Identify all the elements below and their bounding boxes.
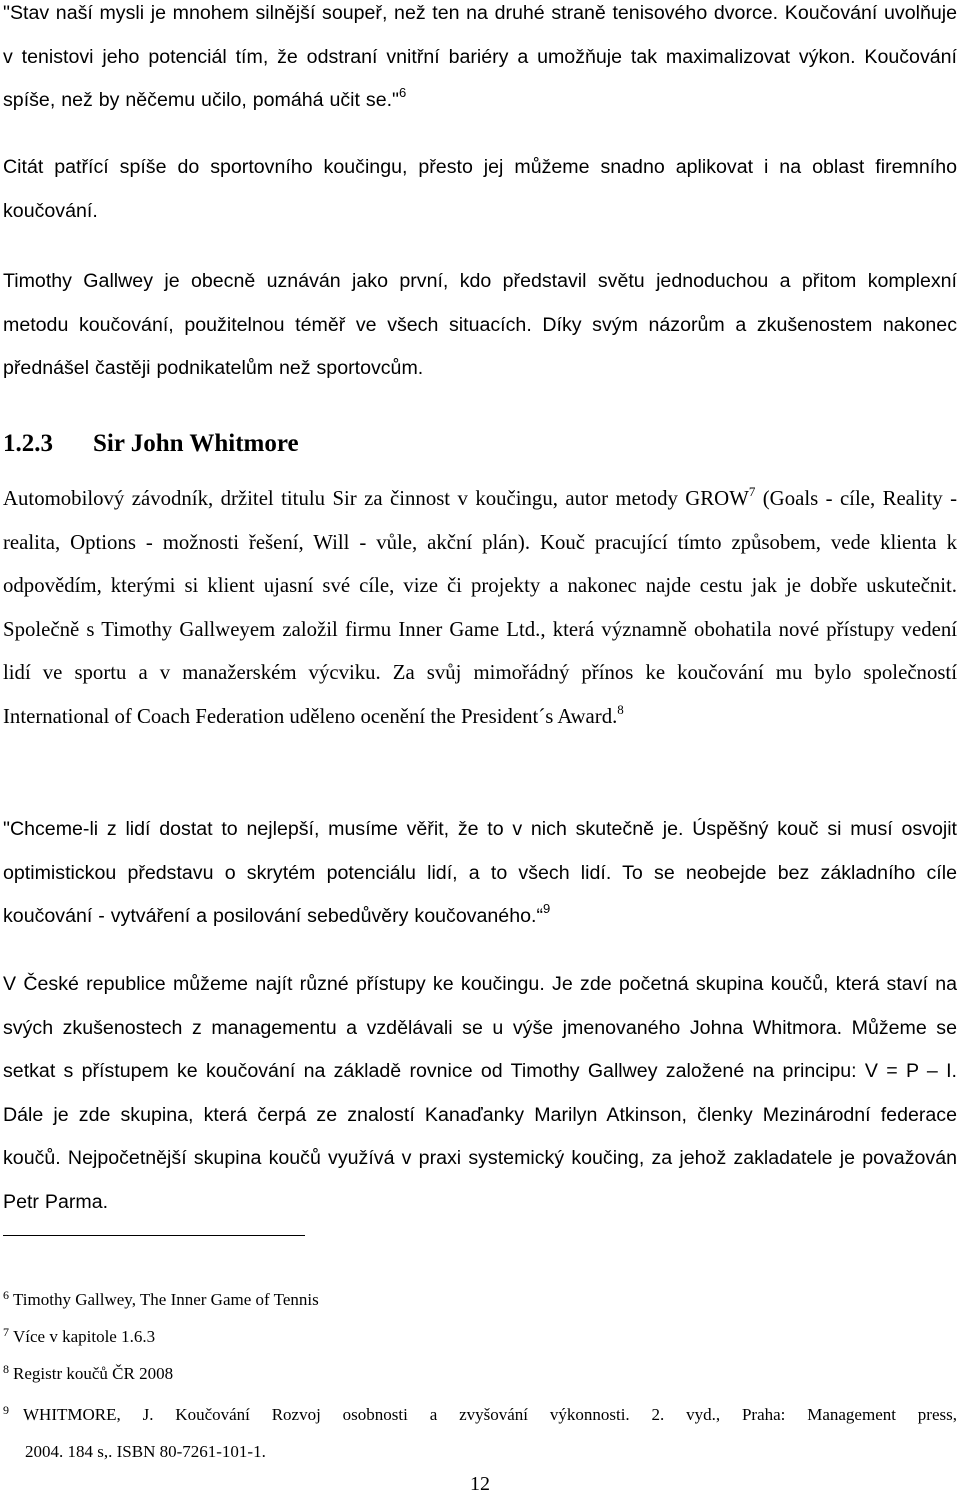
footnote-8: [3, 1364, 173, 1384]
page-number: 12: [470, 1473, 490, 1495]
footnote-ref-7: 7: [748, 484, 756, 499]
footnote-ref-6: 6: [399, 85, 407, 100]
section-heading: [3, 424, 299, 464]
footnote-number: 8: [3, 1362, 9, 1376]
footnote-text: Timothy Gallwey, The Inner Game of Tennis: [13, 1290, 319, 1309]
body-paragraph-gallwey: [3, 260, 957, 391]
footnote-ref-8: 8: [617, 701, 624, 717]
footnote-number: 6: [3, 1288, 9, 1302]
footnote-7: [3, 1327, 155, 1347]
footnote-ref-9: 9: [542, 901, 551, 916]
footnote-line-1: [3, 1396, 957, 1433]
paragraph-text: V České republice můžeme najít různé přístupy ke koučingu. Je zde početná skupina koučů, která staví na svých zkušenostech z managementu a vzdělávali se u výše jmenovaného Johna Whitmora. Můžeme se setkat s přístupem ke koučování na základě rovnice od Timothy Gallwey založené na principu: V = P – I. Dále je zde skupina, která čerpá ze znalostí Kanaďanky Marilyn Atkinson, členky Mezinárodní federace koučů. Nejpočetnější skupina koučů využívá v praxi systemický koučing, za jehož zakladatele je považován Petr Parma.: [3, 973, 957, 1213]
paragraph-text: Timothy Gallwey je obecně uznáván jako první, kdo představil světu jednoduchou a přitom komplexní metodu koučování, použitelnou téměř ve všech situacích. Díky svým názorům a zkušenostem nakonec přednášel častěji podnikatelům než sportovcům.: [3, 270, 957, 379]
paragraph-text: Citát patřící spíše do sportovního koučingu, přesto jej můžeme snadno aplikovat i na oblast firemního koučování.: [3, 156, 957, 222]
footnote-number: 9: [3, 1403, 9, 1417]
paragraph-text-2: (Goals - cíle, Reality - realita, Options - možnosti řešení, Will - vůle, akční plán). Kouč pracující tímto způsobem, vede klienta k odpovědím, kterými si klient ujasní své cíle, vize či projekty a nakonec najde cestu jak je dobře uskutečnit. Společně s Timothy Gallweyem založil firmu Inner Game Ltd., která významně obohatila nové přístupy vedení lidí ve sportu a v manažerském výcviku. Za svůj mimořádný přínos ke koučování mu bylo společností International of Coach Federation uděleno ocenění the President´s Award.: [3, 487, 957, 728]
body-paragraph-whitmore: [3, 477, 957, 738]
quote-text: "Stav naší mysli je mnohem silnější soupeř, než ten na druhé straně tenisového dvorce. Koučování uvolňuje v tenistovi jeho potenciál tím, že odstraní vnitřní bariéry a umožňuje tak maximalizovat výkon. Koučování spíše, než by něčemu učilo, pomáhá učit se.": [3, 2, 957, 111]
footnote-text: Více v kapitole 1.6.3: [13, 1327, 156, 1346]
footnote-text: WHITMORE, J. Koučování Rozvoj osobnosti a zvyšování výkonnosti. 2. vyd., Praha: Management press,: [23, 1405, 957, 1424]
quote-paragraph-whitmore: [3, 808, 957, 939]
section-title: Sir John Whitmore: [93, 430, 299, 457]
footnote-line-2: 2004. 184 s,. ISBN 80-7261-101-1.: [25, 1442, 266, 1461]
body-paragraph-cr: [3, 963, 957, 1224]
paragraph-text-1: Automobilový závodník, držitel titulu Sir za činnost v koučingu, autor metody GROW: [3, 487, 749, 510]
footnote-6: [3, 1290, 319, 1310]
footnote-9: [3, 1396, 957, 1470]
section-number: 1.2.3: [3, 430, 53, 457]
quote-paragraph-gallwey: [3, 0, 957, 123]
quote-text: "Chceme-li z lidí dostat to nejlepší, musíme věřit, že to v nich skutečně je. Úspěšný kouč si musí osvojit optimistickou představu o skrytém potenciálu lidí, a to všech lidí. To se neobejde bez základního cíle koučování - vytváření a posilování sebedůvěry koučovaného.“: [3, 818, 957, 927]
footnote-text: Registr koučů ČR 2008: [13, 1364, 174, 1383]
body-paragraph-citat: [3, 146, 957, 233]
footnote-number: 7: [3, 1325, 9, 1339]
footnote-separator: [3, 1235, 305, 1236]
